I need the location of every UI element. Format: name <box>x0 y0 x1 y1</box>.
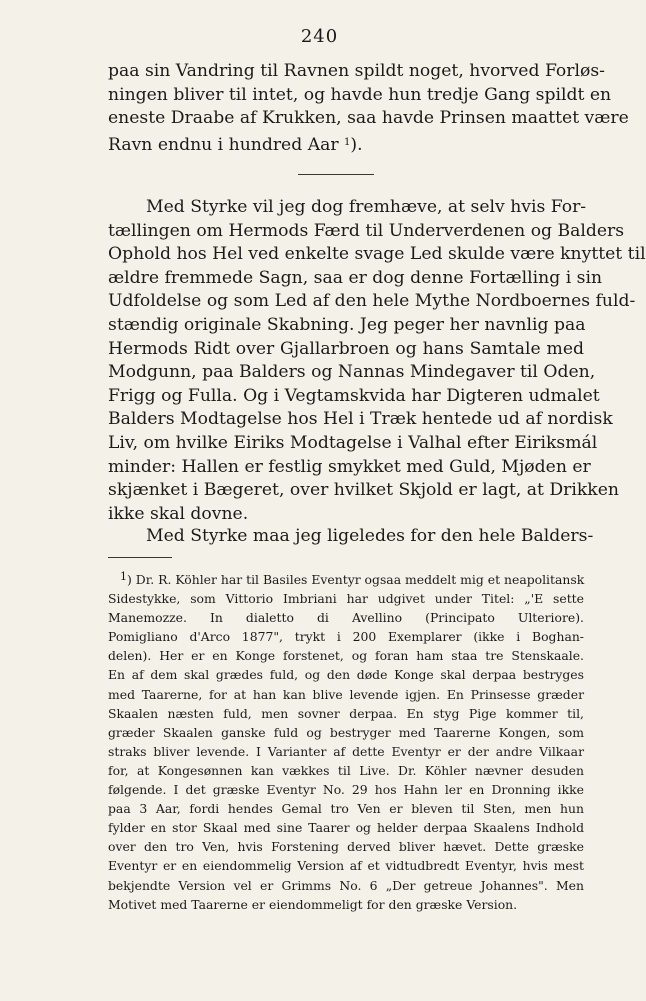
text-line: Ophold hos Hel ved enkelte svage Led skulde være knyttet til <box>108 244 646 265</box>
footnote-text: ) Dr. R. Köhler har til Basiles Eventyr ogsaa meddelt mig et neapolitansk <box>127 572 585 587</box>
text-line: paa sin Vandring til Ravnen spildt noget, hvorved Forløs- <box>108 61 605 81</box>
text-line: skjænket i Bægeret, over hvilket Skjold er lagt, at Drikken <box>108 480 619 501</box>
footnote-separator <box>108 557 172 558</box>
text-line: Modgunn, paa Balders og Nannas Mindegaver til Oden, <box>108 362 596 383</box>
text-line: minder: Hallen er festlig smykket med Guld, Mjøden er <box>108 456 591 477</box>
footnote-line: paa 3 Aar, fordi hendes Gemal tro Ven er bleven til Sten, men hun <box>108 801 584 817</box>
footnote-line: fylder en stor Skaal med sine Taarer og helder derpaa Skaalens Indhold <box>108 820 584 836</box>
text-line: stændig originale Skabning. Jeg peger her navnlig paa <box>108 314 586 335</box>
footnote-line: Skaalen næsten fuld, men sovner derpaa. En styg Pige kommer til, <box>108 705 584 721</box>
footnote-line: Eventyr er en eiendommelig Version af et vidtudbredt Eventyr, hvis mest <box>108 858 584 874</box>
text-line: Hermods Ridt over Gjallarbroen og hans Samtale med <box>108 338 584 359</box>
text-line-last <box>108 131 584 158</box>
footnote-line: græder Skaalen ganske fuld og bestryger med Taarerne Kongen, som <box>108 724 584 740</box>
text-line: Liv, om hvilke Eiriks Modtagelse i Valhal efter Eiriksmál <box>108 432 598 453</box>
text-line: Udfoldelse og som Led af den hele Mythe Nordboernes fuld- <box>108 291 636 312</box>
footnote-line: for, at Kongesønnen kan vækkes til Live. Dr. Köhler nævner desuden <box>108 762 584 778</box>
footnote-line: bekjendte Version vel er Grimms No. 6 „Der getreue Johannes". Men <box>108 877 584 893</box>
footnote-first-line <box>108 567 584 589</box>
footnote-line: straks bliver levende. I Varianter af dette Eventyr er der andre Vilkaar <box>108 743 584 759</box>
text-fragment: Ravn endnu i hundred Aar <box>108 134 339 155</box>
footnote-line-last: Motivet med Taarerne er eiendommeligt for den græske Version. <box>108 896 518 912</box>
text-line: ældre fremmede Sagn, saa er dog denne Fortælling i sin <box>108 267 603 288</box>
page-number: 240 <box>300 26 339 47</box>
footnote-line: Pomigliano d'Arco 1877", trykt i 200 Exemplarer (ikke i Boghan- <box>108 629 584 645</box>
footnote-marker: 1 <box>120 570 127 583</box>
paragraph-1 <box>108 60 629 157</box>
text-line: Med Styrke maa jeg ligeledes for den hele Balders- <box>146 526 594 546</box>
footnote-line: følgende. I det græske Eventyr No. 29 hos Hahn ler en Dronning ikke <box>108 782 584 798</box>
footnote-line: delen). Her er en Konge forstenet, og foran ham staa tre Stenskaale. <box>108 648 584 664</box>
footnote-line: Manemozze. In dialetto di Avellino (Principato Ulteriore). <box>108 610 584 626</box>
text-line: eneste Draabe af Krukken, saa havde Prinsen maattet være <box>108 108 629 129</box>
footnote-line: En af dem skal grædes fuld, og den døde Konge skal derpaa bestryges <box>108 667 584 683</box>
text-line: ningen bliver til intet, og havde hun tredje Gang spildt en <box>108 84 612 105</box>
paragraph-3 <box>108 525 594 549</box>
text-line: Balders Modtagelse hos Hel i Træk hentede ud af nordisk <box>108 409 613 430</box>
footnote-reference: 1 <box>344 136 351 148</box>
text-line: Med Styrke vil jeg dog fremhæve, at selv hvis For- <box>146 197 587 217</box>
text-line-last: ikke skal dovne. <box>108 503 249 524</box>
footnote-line: over den tro Ven, hvis Forstening derved bliver hævet. Dette græske <box>108 839 584 855</box>
text-fragment-end: ). <box>350 134 363 155</box>
section-divider <box>298 174 374 175</box>
text-line: Frigg og Fulla. Og i Vegtamskvida har Digteren udmalet <box>108 385 600 406</box>
text-line: tællingen om Hermods Færd til Underverdenen og Balders <box>108 220 625 241</box>
footnote-line: med Taarerne, for at han kan blive levende igjen. En Prinsesse græder <box>108 686 584 702</box>
footnote-line: Sidestykke, som Vittorio Imbriani har udgivet under Titel: „'E sette <box>108 591 584 607</box>
footnote <box>108 567 584 914</box>
paragraph-2 <box>108 196 646 526</box>
